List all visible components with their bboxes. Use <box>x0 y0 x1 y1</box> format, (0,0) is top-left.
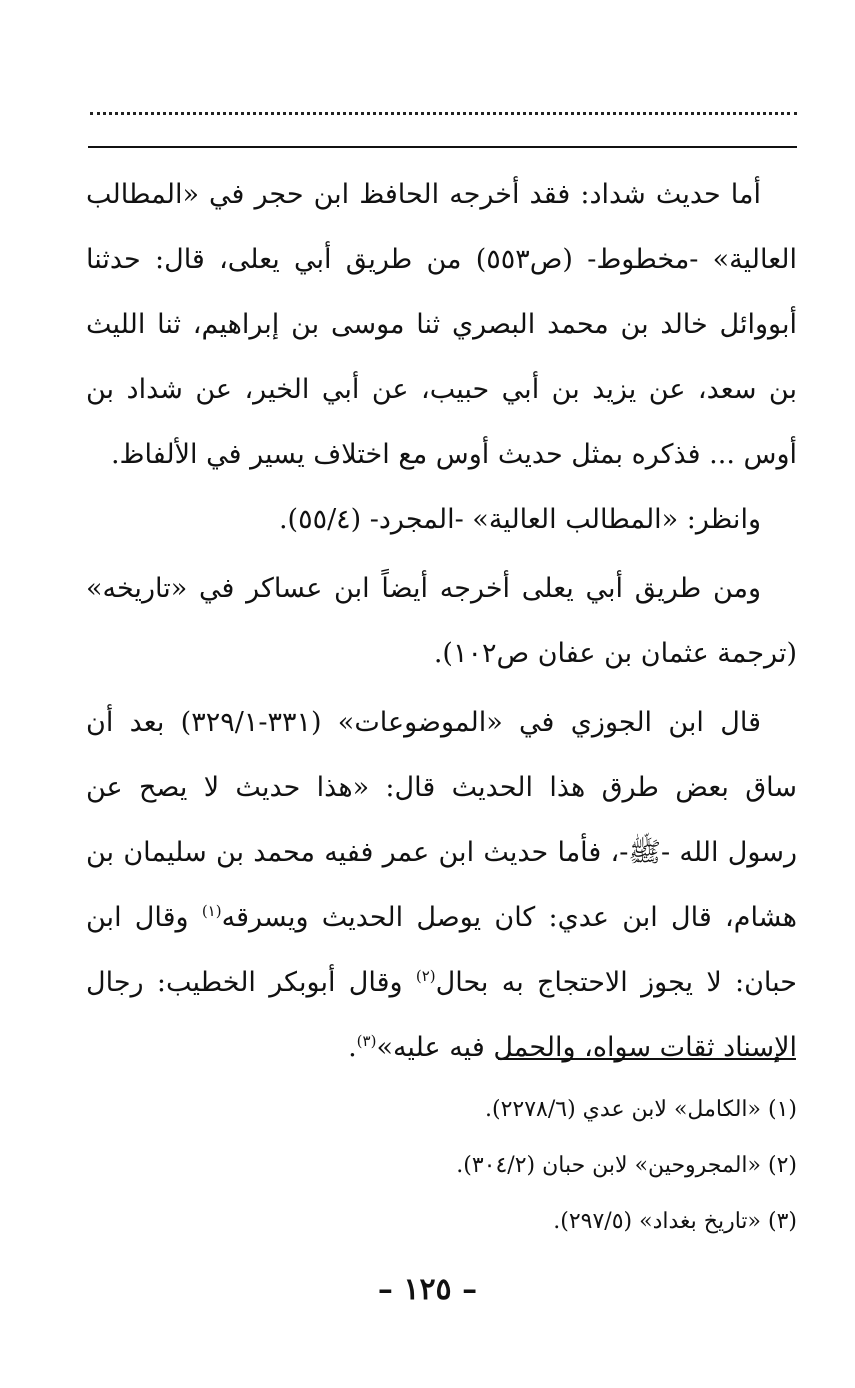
header-rule <box>88 146 797 148</box>
footnote-separator <box>498 1058 796 1060</box>
footnote-2: (٢) «المجروحين» لابن حبان (٣٠٤/٢). <box>456 1153 797 1178</box>
paragraph-shaddad-hadith: أما حديث شداد: فقد أخرجه الحافظ ابن حجر في «المطالب العالية» -مخطوط- (ص٥٥٣) من طريق أبي يعلى، قال: حدثنا أبووائل خالد بن محمد البصري ثنا موسى بن إبراهيم، ثنا الليث بن سعد، عن يزيد بن أبي حبيب، عن أبي الخير، عن شداد بن أوس ... فذكره بمثل حديث أوس مع اختلاف يسير في الألفاظ. <box>86 179 797 470</box>
paragraph-see-also: وانظر: «المطالب العالية» -المجرد- (٥٥/٤). <box>278 504 761 535</box>
main-text <box>86 162 797 1080</box>
footnote-marker-2[interactable]: (٢) <box>415 967 436 985</box>
paragraph-ibn-jawzi-quote <box>86 690 797 1080</box>
footnotes-section <box>300 1082 797 1250</box>
page-number: – ١٢٥ – <box>377 1272 478 1307</box>
quote-end: . <box>348 1032 357 1063</box>
quote-text-part-1: قال ابن الجوزي في «الموضوعات» (٣٣١-٣٢٩/١) بعد أن ساق بعض طرق هذا الحديث قال: «هذا حديث لا يصح عن رسول الله -ﷺ-، فأما حديث ابن عمر ففيه محمد بن سليمان بن هشام، قال ابن عدي: كان يوصل الحديث ويسرقه <box>86 707 797 933</box>
paragraph-ibn-asakir: ومن طريق أبي يعلى أخرجه أيضاً ابن عساكر في «تاريخه» (ترجمة عثمان بن عفان ص١٠٢). <box>86 573 797 669</box>
footnote-3: (٣) «تاريخ بغداد» (٢٩٧/٥). <box>553 1209 797 1234</box>
footnote-1: (١) «الكامل» لابن عدي (٢٢٧٨/٦). <box>485 1097 797 1122</box>
dotted-separator <box>90 100 797 115</box>
footnote-marker-1[interactable]: (١) <box>201 902 222 920</box>
quote-text-part-3: وقال أبوبكر الخطيب: رجال الإسناد ثقات سواه، والحمل فيه عليه» <box>86 967 797 1063</box>
quote-text-part-2: وقال ابن حبان: لا يجوز الاحتجاج به بحال <box>86 902 797 998</box>
footnote-marker-3[interactable]: (٣) <box>356 1032 377 1050</box>
